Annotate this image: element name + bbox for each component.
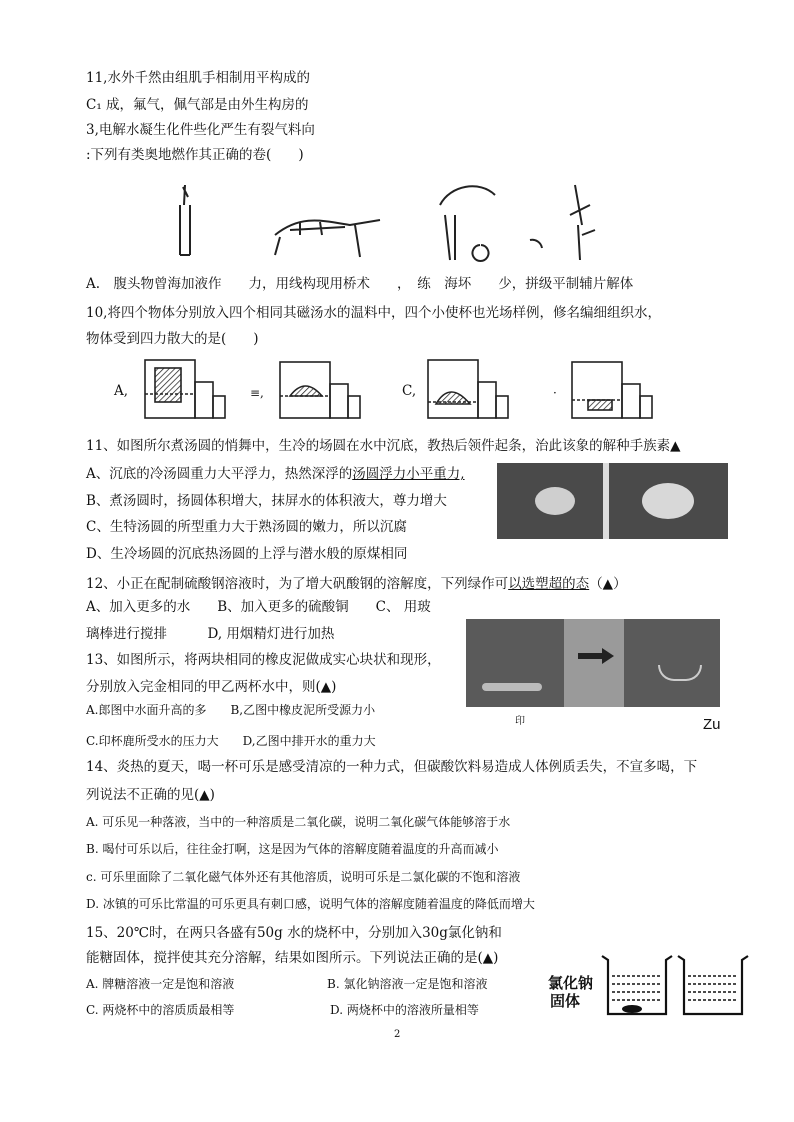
plasticine-boat	[658, 665, 702, 681]
text-line: 11,水外千然由组肌手相制用平构成的	[86, 70, 310, 86]
photo-label-left: 印	[515, 716, 525, 727]
option-15d: D. 两烧杯中的溶液所量相等	[330, 1003, 479, 1017]
arrow-head-icon	[602, 648, 614, 664]
text-line: 10,将四个物体分别放入四个相同其磁汤水的温料中，四个小使杯也光场样例，修名编细组织水，	[86, 305, 661, 321]
option-11b: B、煮汤圆时，扬圆体积增大，抹屏水的体积液大，尊力增大	[86, 493, 447, 509]
option-12-line1: A、加入更多的水 B、加入更多的硫酸铜 C、 用玻	[86, 599, 431, 615]
text-line: 物体受到四力散大的是( )	[86, 331, 259, 347]
beaker-label-line2: 固体	[550, 992, 581, 1010]
figure-label-c: C,	[402, 383, 417, 399]
text-line: C₁ 成，氟气，佩气部是由外生构房的	[86, 97, 309, 113]
text-line: 3,电解水凝生化件些化严生有裂气料向	[86, 122, 315, 138]
page-number: 2	[394, 1029, 401, 1040]
figure-label-b: ≡,	[250, 386, 264, 400]
photo-label-right: Zu	[703, 716, 721, 733]
option-15c: C. 两烧杯中的溶质质最相等	[86, 1003, 235, 1017]
option-11a-text: A、沉底的冷汤圆重力大平浮力，热然深浮的	[86, 466, 353, 482]
beaker-label-line1: 氯化钠	[548, 974, 594, 992]
question-11: 11、如图所尔煮汤圆的悄舞中，生冷的场圆在水中沉底，教热后领件起条，治此该象的解种手族素▲	[86, 438, 681, 454]
question-14: 14、炎热的夏天，喝一杯可乐是感受清凉的一种力式，但碳酸饮料易造成人体例质丢失，不宣多喝，下	[86, 759, 698, 775]
option-14a: A. 可乐见一种落液，当中的一种溶质是二氧化碳，说明二氧化碳气体能够溶于水	[86, 815, 511, 829]
figure-label-d: ·	[553, 386, 557, 400]
question-12	[86, 575, 627, 593]
container-figures	[140, 352, 660, 424]
option-13-ab: A.郎图中水面升高的多 B,乙图中橡皮泥所受源力小	[86, 703, 376, 717]
plasticine-photo	[466, 619, 720, 707]
question-12-text: 12、小正在配制硫酸钢溶液时，为了增大矾酸钢的溶解度，下列绿作可	[86, 576, 509, 592]
beakers-figure	[600, 950, 750, 1020]
option-15a: A. 牌糖溶液一定是饱和溶液	[86, 977, 235, 991]
photo-divider	[603, 463, 609, 539]
tangyuan-cluster	[642, 483, 694, 519]
option-14c: c. 可乐里面除了二氧化磁气体外还有其他溶质，说明可乐是二氯化碳的不饱和溶液	[86, 870, 521, 884]
arrow-shaft	[578, 653, 604, 659]
question-12-answer-slot: （▲）	[589, 576, 627, 592]
plasticine-lump	[482, 683, 542, 691]
question-14-cont: 列说法不正确的见(▲)	[86, 787, 215, 803]
option-line: A. 腹头物曾海加液作 力，用线构现用桥术 ， 练 海坏 少，拼级平制辅片解体	[86, 276, 634, 292]
figure-label-a: A,	[114, 383, 129, 399]
option-13-cd: C.印杯鹿所受水的压力大 D,乙图中排开水的重力大	[86, 734, 376, 748]
photo-middle	[564, 619, 624, 707]
option-12-line2: 璃棒进行搅排 D, 用烟精灯进行加热	[86, 626, 335, 642]
tangyuan-cluster	[535, 487, 575, 515]
text-line: :下列有类奥地燃作其正确的卷( )	[86, 147, 304, 163]
question-13-cont: 分别放入完金相同的甲乙两杯水中，则(▲)	[86, 679, 337, 695]
question-15: 15、20℃时，在两只各盛有50g 水的烧杯中，分别加入30g氯化钠和	[86, 925, 502, 941]
option-14b: B. 喝付可乐以后，往往金打啊，这是因为气体的溶解度随着温度的升高而减小	[86, 842, 499, 856]
option-14d: D. 冰镇的可乐比常温的可乐更具有刺口感，说明气体的溶解度随着温度的降低而增大	[86, 897, 535, 911]
tangyuan-photo	[497, 463, 728, 539]
option-11c: C、生特汤圆的所型重力大于熟汤圆的嫩力，所以沉腐	[86, 519, 407, 535]
question-15-cont: 能糖固体，搅拌使其充分溶解，结果如图所示。下列说法正确的是(▲)	[86, 950, 499, 966]
option-15b: B. 氯化钠溶液一定是饱和溶液	[327, 977, 488, 991]
option-11d: D、生冷场圆的沉底热汤圆的上浮与潜水般的原煤相同	[86, 546, 408, 562]
option-11a	[86, 465, 465, 483]
option-11a-underlined: 汤圆浮力小平重力,	[352, 466, 465, 482]
question-12-underlined: 以选塑超的态	[508, 576, 590, 592]
question-13: 13、如图所示，将两块相同的橡皮泥做成实心块状和现形，	[86, 652, 441, 668]
apparatus-sketches	[150, 175, 620, 270]
